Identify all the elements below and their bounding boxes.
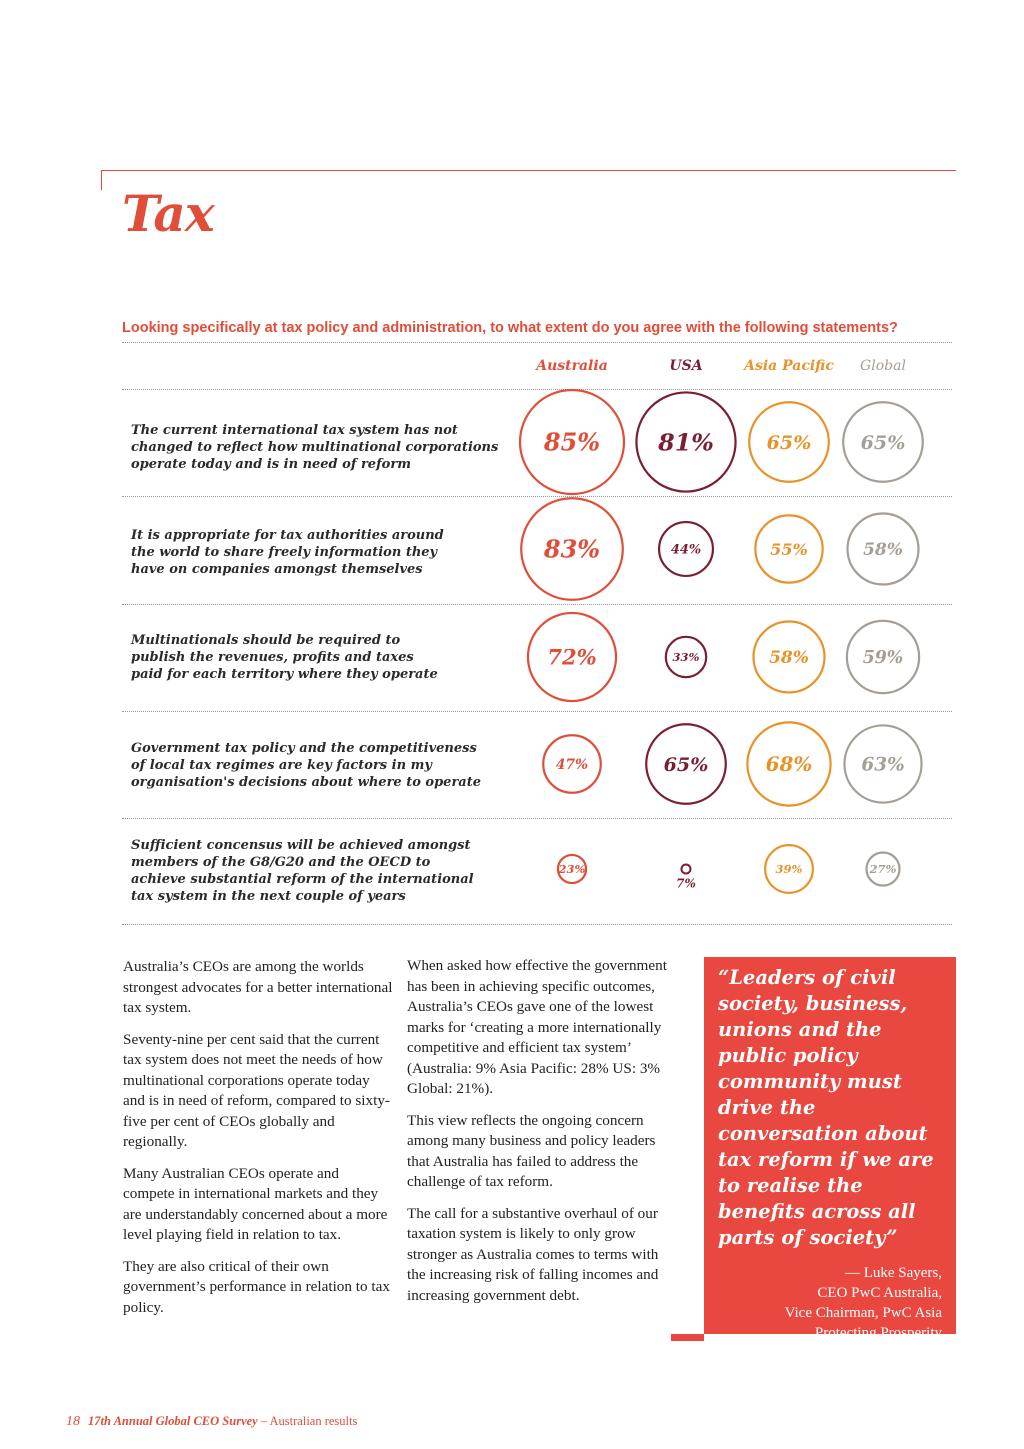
bubble-value-label: 72% bbox=[547, 644, 597, 670]
survey-question: Looking specifically at tax policy and administration, to what extent do you agree with the following statements? bbox=[122, 320, 898, 336]
body-column-1 bbox=[123, 957, 393, 1329]
statement-line: organisation's decisions about where to operate bbox=[131, 775, 482, 790]
paragraph: Seventy-nine per cent said that the current tax system does not meet the needs of how multinational corporations operate today and is in need of reform, compared to sixty-five per cent of CEOs globally and regionally. bbox=[123, 1030, 390, 1150]
bubble-value-label: 44% bbox=[670, 542, 702, 558]
statement-line: Government tax policy and the competitiveness bbox=[131, 741, 477, 756]
page-title: Tax bbox=[122, 184, 214, 243]
bubble-value-label: 39% bbox=[775, 862, 803, 877]
column-header-australia: Australia bbox=[536, 358, 608, 374]
statement-line: It is appropriate for tax authorities around bbox=[131, 528, 444, 543]
bubble-value-label: 68% bbox=[765, 752, 813, 777]
bubble-value-label: 55% bbox=[770, 539, 808, 559]
statement-line: of local tax regimes are key factors in my bbox=[131, 758, 432, 773]
bubble-value-label: 27% bbox=[869, 862, 897, 877]
page-number: 18 bbox=[66, 1414, 80, 1429]
bubble-value-label: 65% bbox=[860, 431, 906, 454]
statement-line: The current international tax system has not bbox=[131, 423, 458, 438]
bubble-value-label: 85% bbox=[543, 427, 601, 457]
bubble-value-label: 59% bbox=[862, 648, 904, 669]
statement-line: paid for each territory where they operate bbox=[131, 667, 438, 682]
page-footer bbox=[66, 1414, 357, 1430]
bubble-value-label: 83% bbox=[543, 534, 601, 564]
column-header-global: Global bbox=[860, 358, 906, 374]
bubble-value-label: 47% bbox=[555, 756, 589, 773]
column-header-asia-pacific: Asia Pacific bbox=[744, 358, 834, 374]
statement-line: changed to reflect how multinational corporations bbox=[131, 440, 499, 455]
bubble-value-label: 63% bbox=[861, 754, 905, 776]
bubble-value-label: 23% bbox=[558, 862, 586, 877]
bubble-value-label: 65% bbox=[663, 753, 709, 776]
statement-line: Sufficient concensus will be achieved amongst bbox=[131, 838, 471, 853]
pull-quote-attribution bbox=[718, 1263, 942, 1343]
paragraph: The call for a substantive overhaul of our taxation system is likely to only grow stronger as Australia comes to terms with the increasing risk of falling incomes and increasing government debt. bbox=[407, 1204, 659, 1304]
bubble-value-label: 81% bbox=[658, 428, 714, 457]
attribution-line: Vice Chairman, PwC Asia bbox=[784, 1305, 942, 1321]
paragraph: When asked how effective the government has been in achieving specific outcomes, Australia’s CEOs gave one of the lowest marks for ‘creating a more internationally competitive and efficient tax system’ (Australia: 9% Asia Pacific: 28% US: 3% Global: 21%). bbox=[407, 957, 667, 1097]
attribution-line: Protecting Prosperity bbox=[814, 1325, 942, 1341]
paragraph: Australia’s CEOs are among the worlds strongest advocates for a better international tax system. bbox=[123, 958, 393, 1016]
pull-quote bbox=[704, 957, 956, 1341]
bubble-value-label: 7% bbox=[676, 876, 696, 891]
publication-suffix: – Australian results bbox=[257, 1414, 358, 1428]
bubble-value-label: 58% bbox=[863, 540, 903, 561]
bubble-value-label: 58% bbox=[769, 648, 809, 669]
statement-line: tax system in the next couple of years bbox=[131, 889, 406, 904]
paragraph: Many Australian CEOs operate and compete in international markets and they are understandably concerned about a more level playing field in relation to tax. bbox=[123, 1164, 388, 1243]
bubble-value-label: 65% bbox=[766, 431, 812, 454]
statement-line: members of the G8/G20 and the OECD to bbox=[131, 855, 431, 870]
statement-line: Multinationals should be required to bbox=[131, 633, 401, 648]
attribution-line: — Luke Sayers, bbox=[844, 1265, 942, 1281]
attribution-line: CEO PwC Australia, bbox=[817, 1285, 942, 1301]
statement-line: achieve substantial reform of the international bbox=[131, 872, 474, 887]
statement-line: the world to share freely information they bbox=[131, 545, 438, 560]
statement-line: publish the revenues, profits and taxes bbox=[131, 650, 414, 665]
paragraph: This view reflects the ongoing concern among many business and policy leaders that Australia has failed to address the challenge of tax reform. bbox=[407, 1111, 656, 1190]
bubble-usa bbox=[682, 865, 691, 874]
statement-line: operate today and is in need of reform bbox=[131, 457, 411, 472]
quote-accent-tab bbox=[671, 1334, 704, 1341]
bubble-value-label: 33% bbox=[672, 650, 700, 665]
statement-line: have on companies amongst themselves bbox=[131, 562, 423, 577]
paragraph: They are also critical of their own government’s performance in relation to tax policy. bbox=[123, 1257, 390, 1316]
column-header-usa: USA bbox=[669, 358, 703, 374]
body-column-2 bbox=[407, 956, 677, 1317]
pull-quote-text: “Leaders of civil society, business, unions and the public policy community must drive the conversation about tax reform if we are to realise the benefits across all parts of society” bbox=[718, 966, 934, 1249]
publication-title: 17th Annual Global CEO Survey bbox=[88, 1414, 258, 1428]
